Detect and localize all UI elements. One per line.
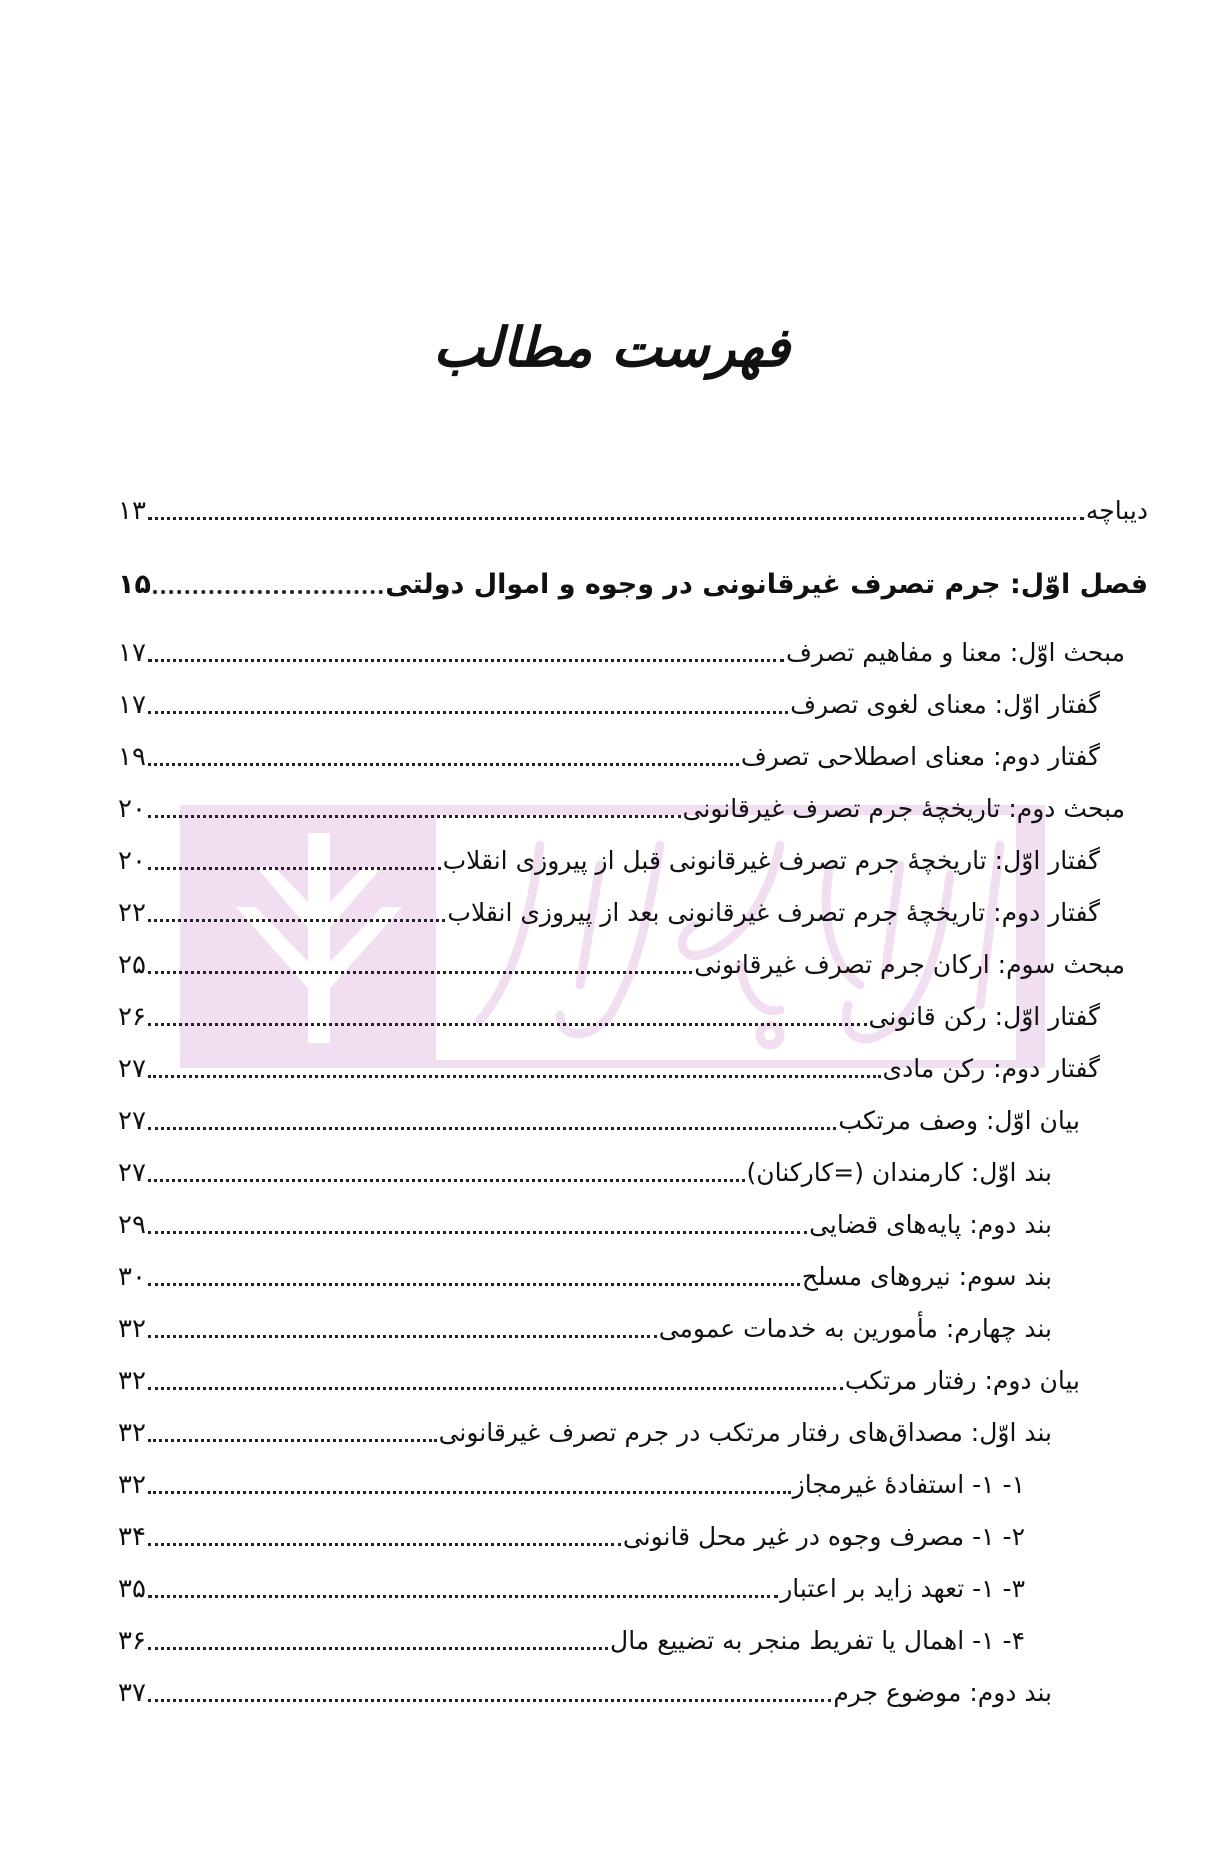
dot-leader (148, 1127, 836, 1130)
dot-leader (148, 1335, 657, 1338)
toc-entry-page-number: ۱۷ (118, 638, 146, 668)
toc-entry-title: گفتار اوّل: رکن قانونی (868, 1002, 1100, 1031)
toc-entry[interactable] (118, 1098, 1080, 1138)
toc-entry[interactable] (118, 1462, 1025, 1502)
dot-leader (148, 1075, 881, 1078)
dot-leader (148, 1595, 778, 1598)
toc-entry[interactable] (118, 734, 1100, 774)
toc-entry-page-number: ۲۷ (118, 1106, 146, 1136)
toc-entry-page-number: ۱۷ (118, 690, 146, 720)
dot-leader (148, 1387, 843, 1390)
dot-leader (148, 1283, 800, 1286)
toc-entry-page-number: ۲۰ (118, 794, 146, 824)
toc-entry[interactable] (118, 562, 1148, 602)
toc-entry[interactable] (118, 890, 1100, 930)
toc-entry-title: بند اوّل: کارمندان (=کارکنان) (746, 1158, 1052, 1187)
toc-entry-title: بیان اوّل: وصف مرتکب (838, 1106, 1080, 1135)
toc-entry-page-number: ۲۵ (118, 950, 146, 980)
dot-leader (148, 659, 784, 662)
toc-entry[interactable] (118, 838, 1100, 878)
toc-entry-title: گفتار دوم: تاریخچۀ جرم تصرف غیرقانونی بعد از پیروزی انقلاب (447, 898, 1100, 927)
toc-entry[interactable] (118, 994, 1100, 1034)
toc-entry-page-number: ۲۹ (118, 1210, 146, 1240)
dot-leader (148, 1543, 621, 1546)
toc-entry[interactable] (118, 488, 1148, 528)
toc-entry[interactable] (118, 1410, 1052, 1450)
toc-entry-page-number: ۳۴ (118, 1522, 146, 1552)
toc-entry-page-number: ۲۲ (118, 898, 146, 928)
dot-leader (148, 1439, 437, 1442)
toc-entry-title: بند اوّل: مصداق‌های رفتار مرتکب در جرم تصرف غیرقانونی (438, 1418, 1052, 1447)
toc-entry-title: بیان دوم: رفتار مرتکب (844, 1366, 1080, 1395)
toc-entry-page-number: ۳۲ (118, 1314, 146, 1344)
dot-leader (153, 590, 383, 594)
toc-entry-title: دیباچه (1085, 496, 1148, 525)
toc-entry-title: ۱- ۱- استفادۀ غیرمجاز (792, 1470, 1025, 1499)
toc-entry-page-number: ۲۷ (118, 1158, 146, 1188)
toc-entry-page-number: ۲۶ (118, 1002, 146, 1032)
dot-leader (148, 517, 1084, 520)
page-title: فهرست مطالب (433, 315, 790, 379)
dot-leader (148, 1647, 608, 1650)
toc-entry[interactable] (118, 1670, 1052, 1710)
toc-entry[interactable] (118, 1566, 1025, 1606)
toc-entry-title: بند سوم: نیروهای مسلح (801, 1262, 1052, 1291)
dot-leader (148, 815, 681, 818)
toc-entry-page-number: ۳۲ (118, 1470, 146, 1500)
toc-entry[interactable] (118, 1046, 1100, 1086)
toc-entry[interactable] (118, 1358, 1080, 1398)
toc-entry-page-number: ۱۹ (118, 742, 146, 772)
toc-entry-title: گفتار اوّل: معنای لغوی تصرف (790, 690, 1100, 719)
toc-entry-page-number: ۳۷ (118, 1678, 146, 1708)
dot-leader (148, 1491, 791, 1494)
toc-entry[interactable] (118, 786, 1125, 826)
toc-entry-title: بند دوم: پایه‌های قضایی (809, 1210, 1052, 1239)
toc-entry-title: بند دوم: موضوع جرم (833, 1678, 1052, 1707)
toc-entry-title: گفتار دوم: معنای اصطلاحی تصرف (740, 742, 1100, 771)
toc-entry-title: ۴- ۱- اهمال یا تفریط منجر به تضییع مال (610, 1626, 1025, 1655)
dot-leader (148, 971, 692, 974)
toc-entry-page-number: ۳۲ (118, 1418, 146, 1448)
toc-entry-title: مبحث سوم: ارکان جرم تصرف غیرقانونی (694, 950, 1125, 979)
dot-leader (148, 1179, 745, 1182)
toc-entry-title: بند چهارم: مأمورین به خدمات عمومی (658, 1314, 1052, 1343)
toc-entry[interactable] (118, 630, 1125, 670)
toc-entry[interactable] (118, 1254, 1052, 1294)
dot-leader (148, 1231, 807, 1234)
dot-leader (148, 1699, 831, 1702)
toc-entry[interactable] (118, 1202, 1052, 1242)
toc-entry[interactable] (118, 1514, 1025, 1554)
dot-leader (148, 867, 441, 870)
toc-entry[interactable] (118, 682, 1100, 722)
toc-entry[interactable] (118, 1306, 1052, 1346)
toc-entry[interactable] (118, 1150, 1052, 1190)
dot-leader (148, 711, 788, 714)
toc-entry-page-number: ۳۶ (118, 1626, 146, 1656)
toc-entry-page-number: ۲۷ (118, 1054, 146, 1084)
toc-entry-title: ۲- ۱- مصرف وجوه در غیر محل قانونی (622, 1522, 1025, 1551)
toc-entry-title: مبحث دوم: تاریخچۀ جرم تصرف غیرقانونی (682, 794, 1125, 823)
toc-entry-page-number: ۳۵ (118, 1574, 146, 1604)
toc-entry-title: گفتار اوّل: تاریخچۀ جرم تصرف غیرقانونی قبل از پیروزی انقلاب (442, 846, 1100, 875)
toc-entry[interactable] (118, 942, 1125, 982)
toc-entry-page-number: ۳۲ (118, 1366, 146, 1396)
dot-leader (148, 1023, 867, 1026)
toc-entry-title: فصل اوّل: جرم تصرف غیرقانونی در وجوه و اموال دولتی (385, 569, 1148, 600)
toc-entry-page-number: ۲۰ (118, 846, 146, 876)
dot-leader (148, 763, 739, 766)
toc-entry-page-number: ۱۵ (118, 569, 151, 600)
dot-leader (148, 919, 445, 922)
toc-entry-title: گفتار دوم: رکن مادی (882, 1054, 1100, 1083)
toc-entry-page-number: ۳۰ (118, 1262, 146, 1292)
toc-entry-title: ۳- ۱- تعهد زاید بر اعتبار (780, 1574, 1025, 1603)
toc-entry[interactable] (118, 1618, 1025, 1658)
toc-entry-page-number: ۱۳ (118, 496, 146, 526)
toc-entry-title: مبحث اوّل: معنا و مفاهیم تصرف (785, 638, 1125, 667)
